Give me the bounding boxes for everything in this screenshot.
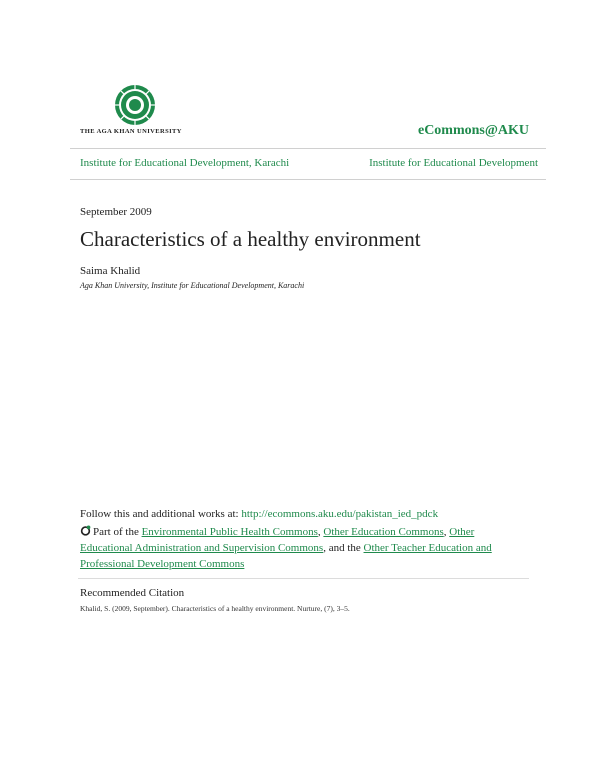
citation-text: Khalid, S. (2009, September). Characteristics of a healthy environment. Nurture, (7), 3–5. [80,604,350,613]
separator: , [317,526,324,538]
article-title: Characteristics of a healthy environment [80,227,421,251]
citation-heading: Recommended Citation [80,587,185,599]
university-name: THE AGA KHAN UNIVERSITY [80,128,182,135]
educational-administration-link[interactable]: Other Educational Administration and Supervision Commons [80,526,475,554]
header-divider-top [70,148,546,149]
header-divider-bottom [70,179,546,180]
institute-karachi-link[interactable]: Institute for Educational Development, Karachi [80,157,290,169]
aku-logo [80,84,192,140]
institute-link[interactable]: Institute for Educational Development [369,157,538,169]
part-of-commons [80,524,520,572]
ecommons-brand-link[interactable]: eCommons@AKU [417,123,529,138]
teacher-education-link[interactable]: Other Teacher Education and Professional Development Commons [80,542,492,570]
part-of-prefix: Part of the [93,526,142,538]
environmental-public-health-link[interactable]: Environmental Public Health Commons [141,526,318,538]
separator: , and the [323,542,364,554]
follow-prefix: Follow this and additional works at: [80,508,242,520]
collection-url-link[interactable]: http://ecommons.aku.edu/pakistan_ied_pdck [241,508,439,520]
citation-divider [78,578,529,579]
separator: , [443,526,450,538]
author-affiliation: Aga Khan University, Institute for Educational Development, Karachi [80,281,305,290]
author-name: Saima Khalid [80,265,141,277]
bepress-network-icon [80,525,91,536]
follow-line [80,508,438,520]
other-education-link[interactable]: Other Education Commons [323,526,444,538]
publication-date: September 2009 [80,206,152,218]
aku-emblem-icon [114,84,156,126]
